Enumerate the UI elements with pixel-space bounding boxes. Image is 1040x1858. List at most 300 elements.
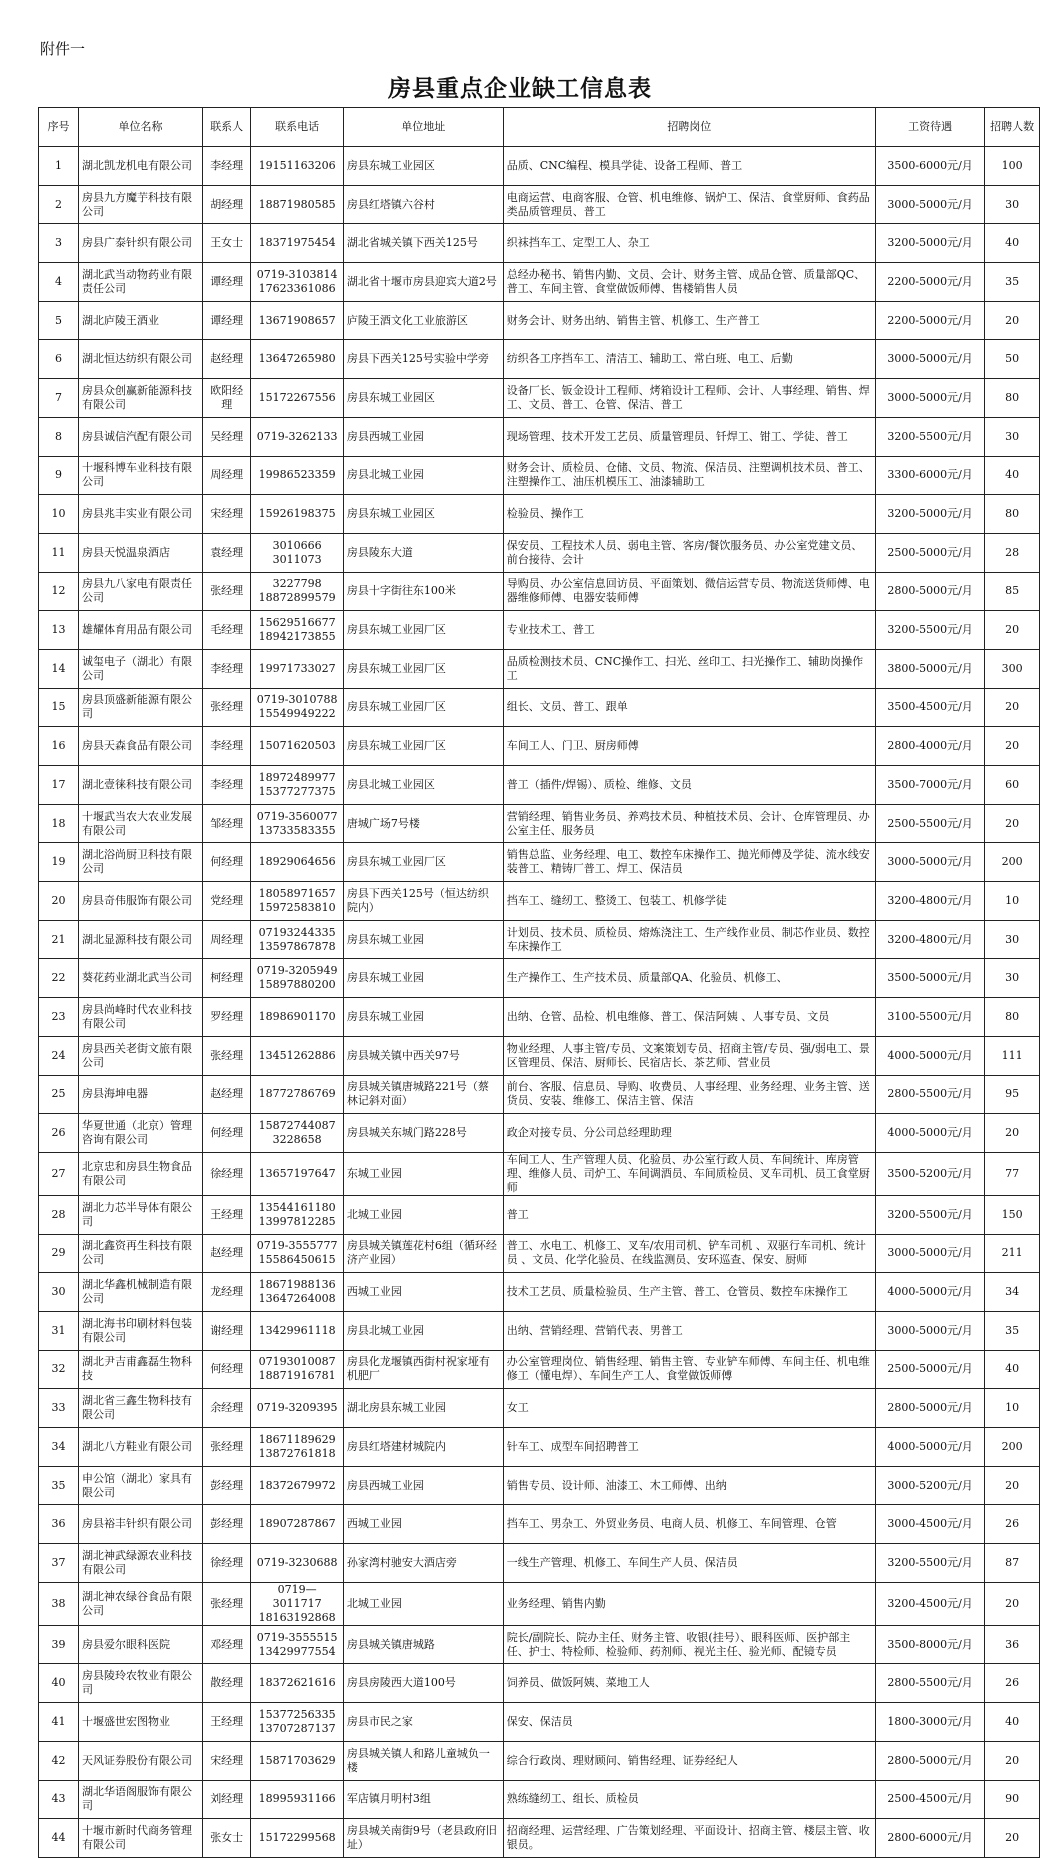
table-row: [39, 495, 1040, 534]
contact-phone-cell: 15377256335 13707287137: [251, 1703, 344, 1742]
company-name-cell: 湖北海书印刷材料包装有限公司: [78, 1311, 202, 1350]
salary-range-cell: 3500-7000元/月: [875, 766, 984, 805]
hiring-count-cell: 40: [985, 224, 1040, 263]
contact-person-cell: 张经理: [203, 688, 251, 727]
hiring-count-cell: 40: [985, 456, 1040, 495]
hiring-count-cell: 10: [985, 1389, 1040, 1428]
company-name-cell: 湖北壹徕科技有限公司: [78, 766, 202, 805]
company-address-cell: 房县东城工业园厂区: [343, 611, 503, 650]
contact-phone-cell: 15872744087 3228658: [251, 1114, 344, 1153]
company-address-cell: 房县城关镇唐城路: [343, 1625, 503, 1664]
hiring-count-cell: 20: [985, 688, 1040, 727]
company-address-cell: 北城工业园: [343, 1195, 503, 1234]
company-address-cell: 房县城关镇莲花村6组（循环经济产业园）: [343, 1234, 503, 1273]
salary-range-cell: 3100-5500元/月: [875, 998, 984, 1037]
job-positions-cell: 品质、CNC编程、模具学徒、设备工程师、普工: [503, 147, 875, 186]
row-number-cell: 37: [39, 1544, 79, 1583]
company-address-cell: 房县西城工业园: [343, 417, 503, 456]
salary-range-cell: 3000-5000元/月: [875, 185, 984, 224]
row-number-cell: 42: [39, 1741, 79, 1780]
contact-phone-cell: 18772786769: [251, 1075, 344, 1114]
contact-person-cell: 赵经理: [203, 1075, 251, 1114]
company-address-cell: 房县东城工业园厂区: [343, 843, 503, 882]
salary-range-cell: 2800-5000元/月: [875, 1389, 984, 1428]
salary-range-cell: 3500-5000元/月: [875, 959, 984, 998]
hiring-count-cell: 20: [985, 804, 1040, 843]
salary-range-cell: 3200-4800元/月: [875, 882, 984, 921]
job-positions-cell: 挡车工、缝纫工、整烫工、包装工、机修学徒: [503, 882, 875, 921]
company-address-cell: 东城工业园: [343, 1152, 503, 1195]
table-row: [39, 1075, 1040, 1114]
contact-person-cell: 袁经理: [203, 533, 251, 572]
contact-phone-cell: 0719-3555777 15586450615: [251, 1234, 344, 1273]
row-number-cell: 13: [39, 611, 79, 650]
company-name-cell: 湖北武当动物药业有限责任公司: [78, 263, 202, 302]
job-positions-cell: 综合行政岗、理财顾问、销售经理、证券经纪人: [503, 1741, 875, 1780]
company-name-cell: 湖北鑫资再生科技有限公司: [78, 1234, 202, 1273]
contact-phone-cell: 18972489977 15377277375: [251, 766, 344, 805]
contact-phone-cell: 0719-3262133: [251, 417, 344, 456]
table-row: [39, 920, 1040, 959]
table-row: [39, 611, 1040, 650]
company-name-cell: 湖北八方鞋业有限公司: [78, 1428, 202, 1467]
job-positions-cell: 织袜挡车工、定型工人、杂工: [503, 224, 875, 263]
contact-phone-cell: 13451262886: [251, 1036, 344, 1075]
table-row: [39, 224, 1040, 263]
document-title: 房县重点企业缺工信息表: [388, 75, 652, 102]
hiring-count-cell: 80: [985, 998, 1040, 1037]
table-row: [39, 727, 1040, 766]
salary-range-cell: 2500-5000元/月: [875, 1350, 984, 1389]
job-positions-cell: 组长、文员、普工、跟单: [503, 688, 875, 727]
contact-person-cell: 李经理: [203, 147, 251, 186]
contact-person-cell: 彭经理: [203, 1505, 251, 1544]
company-address-cell: 房县城关镇人和路儿童城负一楼: [343, 1741, 503, 1780]
contact-phone-cell: 0719-3205949 15897880200: [251, 959, 344, 998]
company-name-cell: 湖北神武绿源农业科技有限公司: [78, 1544, 202, 1583]
contact-phone-cell: 15071620503: [251, 727, 344, 766]
salary-range-cell: 3000-5200元/月: [875, 1466, 984, 1505]
salary-range-cell: 2800-5000元/月: [875, 1741, 984, 1780]
contact-person-cell: 何经理: [203, 1350, 251, 1389]
company-address-cell: 房县十字街往东100米: [343, 572, 503, 611]
contact-person-cell: 赵经理: [203, 1234, 251, 1273]
company-name-cell: 湖北显源科技有限公司: [78, 920, 202, 959]
job-positions-cell: 检验员、操作工: [503, 495, 875, 534]
company-address-cell: 房县东城工业园区: [343, 147, 503, 186]
job-positions-cell: 技术工艺员、质量检验员、生产主管、普工、仓管员、数控车床操作工: [503, 1273, 875, 1312]
contact-phone-cell: 13647265980: [251, 340, 344, 379]
hiring-count-cell: 36: [985, 1625, 1040, 1664]
column-header: 序号: [39, 108, 79, 147]
table-row: [39, 649, 1040, 688]
hiring-count-cell: 90: [985, 1780, 1040, 1819]
company-address-cell: 房县北城工业园: [343, 456, 503, 495]
contact-person-cell: 何经理: [203, 843, 251, 882]
company-name-cell: 房县裕丰针织有限公司: [78, 1505, 202, 1544]
table-row: [39, 1466, 1040, 1505]
hiring-count-cell: 50: [985, 340, 1040, 379]
row-number-cell: 30: [39, 1273, 79, 1312]
hiring-count-cell: 26: [985, 1664, 1040, 1703]
contact-person-cell: 李经理: [203, 727, 251, 766]
contact-phone-cell: 18372679972: [251, 1466, 344, 1505]
table-row: [39, 1505, 1040, 1544]
company-name-cell: 十堰科博车业科技有限公司: [78, 456, 202, 495]
hiring-count-cell: 26: [985, 1505, 1040, 1544]
company-name-cell: 房县天森食品有限公司: [78, 727, 202, 766]
table-row: [39, 1819, 1040, 1858]
contact-person-cell: 彭经理: [203, 1466, 251, 1505]
salary-range-cell: 3000-5000元/月: [875, 1311, 984, 1350]
contact-person-cell: 张经理: [203, 572, 251, 611]
company-address-cell: 西城工业园: [343, 1273, 503, 1312]
hiring-count-cell: 300: [985, 649, 1040, 688]
hiring-count-cell: 80: [985, 495, 1040, 534]
row-number-cell: 4: [39, 263, 79, 302]
table-row: [39, 1582, 1040, 1625]
company-address-cell: 房县北城工业园区: [343, 766, 503, 805]
job-positions-cell: 院长/副院长、院办主任、财务主管、收银(挂号）、眼科医师、医护部主任、护士、特检师、检验师、药剂师、视光主任、验光师、配镜专员: [503, 1625, 875, 1664]
hiring-count-cell: 40: [985, 1350, 1040, 1389]
row-number-cell: 41: [39, 1703, 79, 1742]
contact-person-cell: 刘经理: [203, 1780, 251, 1819]
row-number-cell: 39: [39, 1625, 79, 1664]
contact-phone-cell: 13657197647: [251, 1152, 344, 1195]
salary-range-cell: 3000-5000元/月: [875, 1234, 984, 1273]
job-positions-cell: 生产操作工、生产技术员、质量部QA、化验员、机修工、: [503, 959, 875, 998]
job-positions-cell: 挡车工、男杂工、外贸业务员、电商人员、机修工、车间管理、仓管: [503, 1505, 875, 1544]
job-positions-cell: 车间工人、生产管理人员、化验员、办公室行政人员、车间统计、库房管理、维修人员、司炉工、车间调酒员、车间质检员、叉车司机、员工食堂厨师: [503, 1152, 875, 1195]
hiring-count-cell: 34: [985, 1273, 1040, 1312]
job-positions-cell: 销售专员、设计师、油漆工、木工师傅、出纳: [503, 1466, 875, 1505]
hiring-count-cell: 30: [985, 417, 1040, 456]
company-address-cell: 房县红塔镇六谷村: [343, 185, 503, 224]
table-row: [39, 843, 1040, 882]
table-row: [39, 417, 1040, 456]
row-number-cell: 27: [39, 1152, 79, 1195]
row-number-cell: 6: [39, 340, 79, 379]
row-number-cell: 25: [39, 1075, 79, 1114]
contact-person-cell: 罗经理: [203, 998, 251, 1037]
contact-person-cell: 吴经理: [203, 417, 251, 456]
contact-phone-cell: 0719-3230688: [251, 1544, 344, 1583]
table-row: [39, 1350, 1040, 1389]
salary-range-cell: 2500-4500元/月: [875, 1780, 984, 1819]
table-row: [39, 185, 1040, 224]
company-name-cell: 雄耀体育用品有限公司: [78, 611, 202, 650]
hiring-count-cell: 20: [985, 727, 1040, 766]
row-number-cell: 38: [39, 1582, 79, 1625]
contact-person-cell: 邹经理: [203, 804, 251, 843]
company-address-cell: 西城工业园: [343, 1505, 503, 1544]
column-header: 工资待遇: [875, 108, 984, 147]
row-number-cell: 24: [39, 1036, 79, 1075]
company-name-cell: 湖北浴尚厨卫科技有限公司: [78, 843, 202, 882]
company-address-cell: 北城工业园: [343, 1582, 503, 1625]
contact-person-cell: 徐经理: [203, 1544, 251, 1583]
company-name-cell: 房县广泰针织有限公司: [78, 224, 202, 263]
hiring-count-cell: 35: [985, 1311, 1040, 1350]
row-number-cell: 8: [39, 417, 79, 456]
company-name-cell: 北京忠和房县生物食品有限公司: [78, 1152, 202, 1195]
company-name-cell: 湖北力芯半导体有限公司: [78, 1195, 202, 1234]
column-header: 单位地址: [343, 108, 503, 147]
company-name-cell: 湖北神农绿谷食品有限公司: [78, 1582, 202, 1625]
salary-range-cell: 3000-4500元/月: [875, 1505, 984, 1544]
hiring-count-cell: 200: [985, 1428, 1040, 1467]
job-positions-cell: 熟练缝纫工、组长、质检员: [503, 1780, 875, 1819]
contact-phone-cell: 0719-3555515 13429977554: [251, 1625, 344, 1664]
row-number-cell: 19: [39, 843, 79, 882]
row-number-cell: 34: [39, 1428, 79, 1467]
table-row: [39, 379, 1040, 418]
salary-range-cell: 3200-5500元/月: [875, 1195, 984, 1234]
salary-range-cell: 3000-5000元/月: [875, 340, 984, 379]
hiring-count-cell: 35: [985, 263, 1040, 302]
row-number-cell: 36: [39, 1505, 79, 1544]
salary-range-cell: 3200-5500元/月: [875, 417, 984, 456]
company-address-cell: 房县东城工业园: [343, 998, 503, 1037]
job-positions-cell: 前台、客服、信息员、导购、收费员、人事经理、业务经理、业务主管、送货员、安装、维修工、保洁主管、保洁: [503, 1075, 875, 1114]
row-number-cell: 43: [39, 1780, 79, 1819]
row-number-cell: 23: [39, 998, 79, 1037]
job-positions-cell: 办公室管理岗位、销售经理、销售主管、专业铲车师傅、车间主任、机电维修工（懂电焊）、车间生产工人、食堂做饭师傅: [503, 1350, 875, 1389]
contact-person-cell: 张经理: [203, 1036, 251, 1075]
hiring-count-cell: 95: [985, 1075, 1040, 1114]
company-name-cell: 华夏世通（北京）管理咨询有限公司: [78, 1114, 202, 1153]
contact-phone-cell: 19986523359: [251, 456, 344, 495]
row-number-cell: 18: [39, 804, 79, 843]
contact-phone-cell: 15172267556: [251, 379, 344, 418]
company-address-cell: 房县城关东城门路228号: [343, 1114, 503, 1153]
contact-person-cell: 周经理: [203, 456, 251, 495]
salary-range-cell: 3500-4500元/月: [875, 688, 984, 727]
company-address-cell: 军店镇月明村3组: [343, 1780, 503, 1819]
salary-range-cell: 3200-5000元/月: [875, 495, 984, 534]
table-row: [39, 1703, 1040, 1742]
company-name-cell: 诚玺电子（湖北）有限公司: [78, 649, 202, 688]
table-row: [39, 1625, 1040, 1664]
company-name-cell: 房县众创赢新能源科技有限公司: [78, 379, 202, 418]
contact-phone-cell: 18058971657 15972583810: [251, 882, 344, 921]
row-number-cell: 40: [39, 1664, 79, 1703]
contact-person-cell: 李经理: [203, 766, 251, 805]
contact-person-cell: 宋经理: [203, 1741, 251, 1780]
column-header: 招聘岗位: [503, 108, 875, 147]
job-positions-cell: 销售总监、业务经理、电工、数控车床操作工、抛光师傅及学徒、流水线安装普工、精铸厂普工、焊工、保洁员: [503, 843, 875, 882]
hiring-count-cell: 60: [985, 766, 1040, 805]
contact-person-cell: 柯经理: [203, 959, 251, 998]
hiring-count-cell: 20: [985, 301, 1040, 340]
job-positions-cell: 出纳、仓管、品检、机电维修、普工、保洁阿姨 、人事专员、文员: [503, 998, 875, 1037]
company-address-cell: 房县东城工业园厂区: [343, 649, 503, 688]
salary-range-cell: 3500-5200元/月: [875, 1152, 984, 1195]
salary-range-cell: 1800-3000元/月: [875, 1703, 984, 1742]
salary-range-cell: 2500-5500元/月: [875, 804, 984, 843]
table-row: [39, 301, 1040, 340]
hiring-count-cell: 20: [985, 1582, 1040, 1625]
job-positions-cell: 导购员、办公室信息回访员、平面策划、微信运营专员、物流送货师傅、电器维修师傅、电器安装师傅: [503, 572, 875, 611]
column-header: 联系人: [203, 108, 251, 147]
salary-range-cell: 2800-5500元/月: [875, 1664, 984, 1703]
job-positions-cell: 政企对接专员、分公司总经理助理: [503, 1114, 875, 1153]
contact-phone-cell: 13429961118: [251, 1311, 344, 1350]
company-name-cell: 房县海坤电器: [78, 1075, 202, 1114]
salary-range-cell: 3200-4500元/月: [875, 1582, 984, 1625]
table-row: [39, 340, 1040, 379]
company-address-cell: 房县下西关125号实验中学旁: [343, 340, 503, 379]
contact-phone-cell: 3227798 18872899579: [251, 572, 344, 611]
contact-person-cell: 党经理: [203, 882, 251, 921]
row-number-cell: 16: [39, 727, 79, 766]
column-header: 单位名称: [78, 108, 202, 147]
company-name-cell: 房县天悦温泉酒店: [78, 533, 202, 572]
contact-phone-cell: 07193010087 18871916781: [251, 1350, 344, 1389]
contact-phone-cell: 13544161180 13997812285: [251, 1195, 344, 1234]
job-positions-cell: 总经办秘书、销售内勤、文员、会计、财务主管、成品仓管、质量部QC、普工、车间主管、食堂做饭师傅、售楼销售人员: [503, 263, 875, 302]
contact-person-cell: 邓经理: [203, 1625, 251, 1664]
hiring-count-cell: 85: [985, 572, 1040, 611]
row-number-cell: 7: [39, 379, 79, 418]
hiring-count-cell: 87: [985, 1544, 1040, 1583]
company-name-cell: 湖北华鑫机械制造有限公司: [78, 1273, 202, 1312]
salary-range-cell: 4000-5000元/月: [875, 1114, 984, 1153]
row-number-cell: 44: [39, 1819, 79, 1858]
row-number-cell: 14: [39, 649, 79, 688]
job-positions-cell: 普工、水电工、机修工、叉车/农用司机、铲车司机 、双驱行车司机、统计员 、文员、化学化验员、在线监测员、安环巡查、保安、厨师: [503, 1234, 875, 1273]
contact-person-cell: 张经理: [203, 1582, 251, 1625]
company-address-cell: 房县东城工业园厂区: [343, 727, 503, 766]
table-row: [39, 263, 1040, 302]
job-positions-cell: 纺织各工序挡车工、清洁工、辅助工、常白班、电工、后勤: [503, 340, 875, 379]
company-name-cell: 房县爱尔眼科医院: [78, 1625, 202, 1664]
job-positions-cell: 电商运营、电商客服、仓管、机电维修、锅炉工、保洁、食堂厨师、食药品类品质管理员、普工: [503, 185, 875, 224]
job-positions-cell: 普工（插件/焊锡）、质检、维修、文员: [503, 766, 875, 805]
company-name-cell: 申公馆（湖北）家具有限公司: [78, 1466, 202, 1505]
company-name-cell: 房县九方魔芋科技有限公司: [78, 185, 202, 224]
job-positions-cell: 保安员、工程技术人员、弱电主管、客房/餐饮服务员、办公室党建文员、前台接待、会计: [503, 533, 875, 572]
table-row: [39, 1428, 1040, 1467]
company-name-cell: 房县陵玲农牧业有限公司: [78, 1664, 202, 1703]
contact-phone-cell: 15871703629: [251, 1741, 344, 1780]
table-row: [39, 1664, 1040, 1703]
salary-range-cell: 3200-5500元/月: [875, 611, 984, 650]
hiring-count-cell: 40: [985, 1703, 1040, 1742]
company-name-cell: 房县诚信汽配有限公司: [78, 417, 202, 456]
contact-phone-cell: 18871980585: [251, 185, 344, 224]
company-name-cell: 湖北尹吉甫鑫磊生物科技: [78, 1350, 202, 1389]
company-name-cell: 房县尚峰时代农业科技有限公司: [78, 998, 202, 1037]
job-positions-cell: 车间工人、门卫、厨房师傅: [503, 727, 875, 766]
company-name-cell: 房县九八家电有限责任公司: [78, 572, 202, 611]
company-address-cell: 房县东城工业园区: [343, 379, 503, 418]
contact-phone-cell: 18995931166: [251, 1780, 344, 1819]
hiring-count-cell: 28: [985, 533, 1040, 572]
company-address-cell: 庐陵王酒文化工业旅游区: [343, 301, 503, 340]
company-address-cell: 房县北城工业园: [343, 1311, 503, 1350]
salary-range-cell: 3000-5000元/月: [875, 379, 984, 418]
company-name-cell: 房县兆丰实业有限公司: [78, 495, 202, 534]
row-number-cell: 12: [39, 572, 79, 611]
row-number-cell: 20: [39, 882, 79, 921]
row-number-cell: 2: [39, 185, 79, 224]
header-row: [39, 108, 1040, 147]
company-name-cell: 湖北庐陵王酒业: [78, 301, 202, 340]
column-header: 联系电话: [251, 108, 344, 147]
company-address-cell: 房县东城工业园: [343, 920, 503, 959]
contact-phone-cell: 15926198375: [251, 495, 344, 534]
contact-person-cell: 张女士: [203, 1819, 251, 1858]
contact-person-cell: 散经理: [203, 1664, 251, 1703]
salary-range-cell: 3300-6000元/月: [875, 456, 984, 495]
company-name-cell: 天风证券股份有限公司: [78, 1741, 202, 1780]
job-positions-cell: 现场管理、技术开发工艺员、质量管理员、钎焊工、钳工、学徒、普工: [503, 417, 875, 456]
job-positions-cell: 出纳、营销经理、营销代表、男普工: [503, 1311, 875, 1350]
contact-person-cell: 胡经理: [203, 185, 251, 224]
hiring-count-cell: 77: [985, 1152, 1040, 1195]
job-positions-cell: 普工: [503, 1195, 875, 1234]
job-positions-cell: 财务会计、质检员、仓储、文员、物流、保洁员、注塑调机技术员、普工、注塑操作工、油压机模压工、油漆辅助工: [503, 456, 875, 495]
company-address-cell: 房县城关镇唐城路221号（蔡林记斜对面）: [343, 1075, 503, 1114]
company-address-cell: 房县化龙堰镇西街村祝家垭有机肥厂: [343, 1350, 503, 1389]
contact-person-cell: 王女士: [203, 224, 251, 263]
company-name-cell: 湖北省三鑫生物科技有限公司: [78, 1389, 202, 1428]
salary-range-cell: 3200-4800元/月: [875, 920, 984, 959]
company-name-cell: 房县奇伟服饰有限公司: [78, 882, 202, 921]
contact-person-cell: 龙经理: [203, 1273, 251, 1312]
company-address-cell: 湖北省十堰市房县迎宾大道2号: [343, 263, 503, 302]
company-name-cell: 十堰市新时代商务管理有限公司: [78, 1819, 202, 1858]
company-address-cell: 房县下西关125号（恒达纺织院内）: [343, 882, 503, 921]
job-positions-cell: 保安、保洁员: [503, 1703, 875, 1742]
salary-range-cell: 4000-5000元/月: [875, 1273, 984, 1312]
table-header: [39, 108, 1040, 147]
contact-phone-cell: 18371975454: [251, 224, 344, 263]
hiring-count-cell: 211: [985, 1234, 1040, 1273]
row-number-cell: 10: [39, 495, 79, 534]
row-number-cell: 5: [39, 301, 79, 340]
contact-person-cell: 宋经理: [203, 495, 251, 534]
row-number-cell: 9: [39, 456, 79, 495]
job-positions-cell: 针车工、成型车间招聘普工: [503, 1428, 875, 1467]
table-row: [39, 147, 1040, 186]
salary-range-cell: 3500-8000元/月: [875, 1625, 984, 1664]
annex-label: 附件一: [40, 40, 86, 58]
hiring-count-cell: 20: [985, 611, 1040, 650]
table-row: [39, 1036, 1040, 1075]
job-positions-cell: 一线生产管理、机修工、车间生产人员、保洁员: [503, 1544, 875, 1583]
hiring-count-cell: 20: [985, 1741, 1040, 1780]
table-row: [39, 1389, 1040, 1428]
contact-phone-cell: 18671189629 13872761818: [251, 1428, 344, 1467]
company-address-cell: 房县市民之家: [343, 1703, 503, 1742]
contact-phone-cell: 19151163206: [251, 147, 344, 186]
hiring-count-cell: 20: [985, 1466, 1040, 1505]
contact-person-cell: 张经理: [203, 1428, 251, 1467]
job-positions-cell: 设备厂长、钣金设计工程师、烤箱设计工程师、会计、人事经理、销售、焊工、文员、普工、仓管、保洁、普工: [503, 379, 875, 418]
company-address-cell: 房县东城工业园: [343, 959, 503, 998]
salary-range-cell: 3000-5000元/月: [875, 843, 984, 882]
contact-person-cell: 何经理: [203, 1114, 251, 1153]
row-number-cell: 22: [39, 959, 79, 998]
contact-phone-cell: 0719—3011717 18163192868: [251, 1582, 344, 1625]
contact-phone-cell: 15172299568: [251, 1819, 344, 1858]
table-row: [39, 804, 1040, 843]
job-positions-cell: 招商经理、运营经理、广告策划经理、平面设计、招商主管、楼层主管、收银员。: [503, 1819, 875, 1858]
salary-range-cell: 2800-5500元/月: [875, 1075, 984, 1114]
hiring-count-cell: 10: [985, 882, 1040, 921]
